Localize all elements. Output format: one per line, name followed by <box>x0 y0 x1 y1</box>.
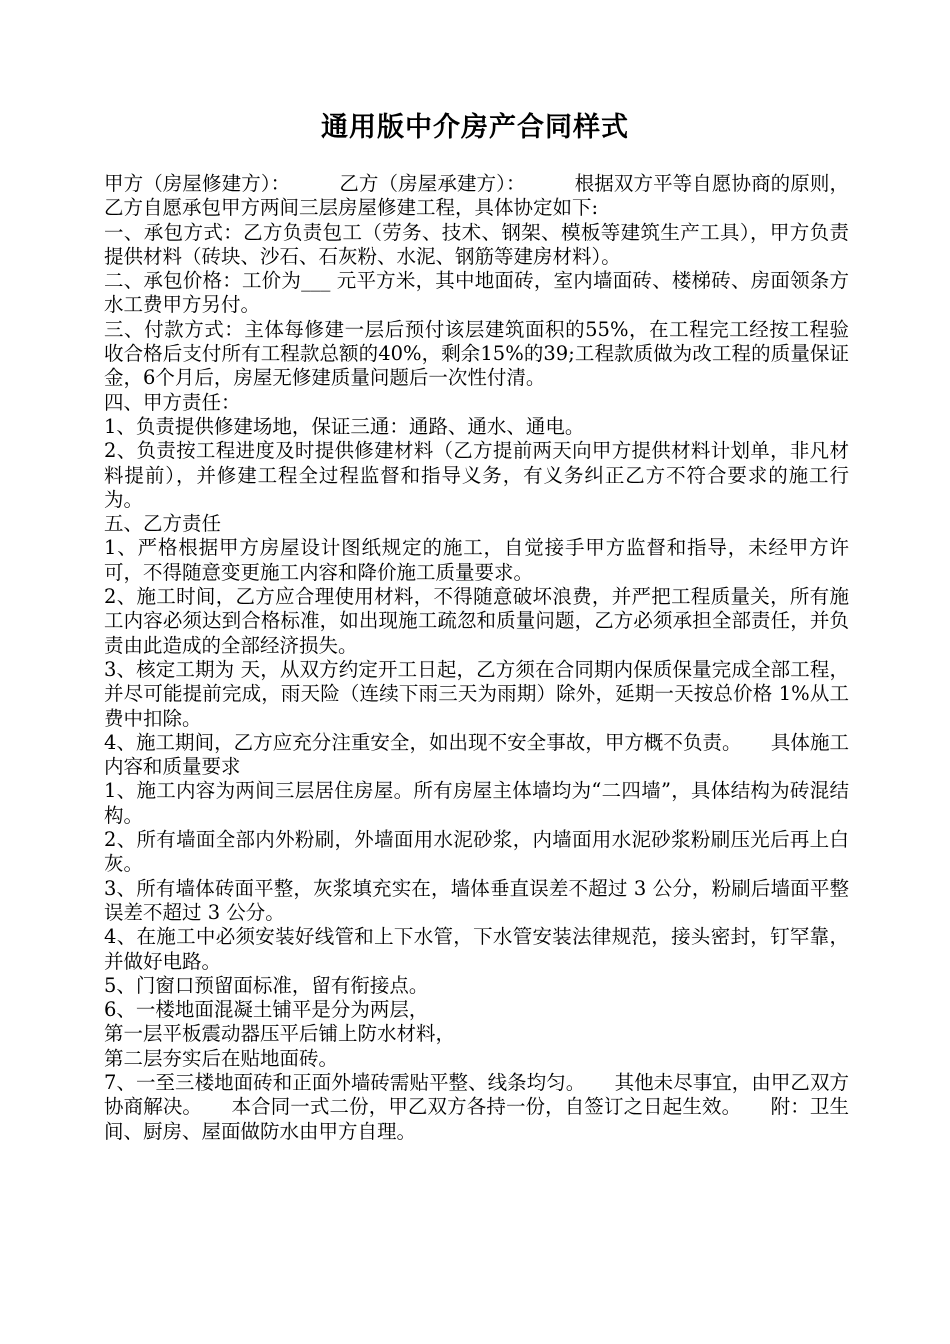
contract-paragraph: 1、严格根据甲方房屋设计图纸规定的施工，自觉接手甲方监督和指导，未经甲方许可，不得随意变更施工内容和降价施工质量要求。 <box>104 536 849 584</box>
contract-paragraph: 一、承包方式：乙方负责包工（劳务、技术、钢架、模板等建筑生产工具），甲方负责提供材料（砖块、沙石、石灰粉、水泥、钢筋等建房材料）。 <box>104 220 849 268</box>
contract-paragraph: 3、所有墙体砖面平整，灰浆填充实在，墙体垂直误差不超过 3 公分，粉刷后墙面平整误差不超过 3 公分。 <box>104 876 849 924</box>
contract-paragraph: 二、承包价格：工价为___ 元平方米，其中地面砖，室内墙面砖、楼梯砖、房面领条方水工费甲方另付。 <box>104 269 849 317</box>
contract-paragraph: 2、施工时间，乙方应合理使用材料，不得随意破坏浪费，并严把工程质量关，所有施工内容必须达到合格标准，如出现施工疏忽和质量问题，乙方必须承担全部责任，并负责由此造成的全部经济损失。 <box>104 585 849 657</box>
document-body <box>104 172 849 1144</box>
contract-paragraph: 4、施工期间，乙方应充分注重安全，如出现不安全事故，甲方概不负责。 具体施工内容和质量要求 <box>104 730 849 779</box>
contract-paragraph: 甲方（房屋修建方）： 乙方（房屋承建方）： 根据双方平等自愿协商的原则，乙方自愿承包甲方两间三层房屋修建工程，具体协定如下: <box>104 172 849 220</box>
contract-paragraph: 2、负责按工程进度及时提供修建材料（乙方提前两天向甲方提供材料计划单，非凡材料提前），并修建工程全过程监督和指导义务，有义务纠正乙方不符合要求的施工行为。 <box>104 439 849 511</box>
contract-paragraph: 6、一楼地面混凝土铺平是分为两层， <box>104 998 429 1022</box>
contract-paragraph: 五、乙方责任 <box>104 512 222 536</box>
contract-paragraph: 四、甲方责任： <box>104 390 241 414</box>
contract-paragraph: 7、一至三楼地面砖和正面外墙砖需贴平整、线条均匀。 其他未尽事宜，由甲乙双方协商解决。 本合同一式二份，甲乙双方各持一份，自签订之日起生效。 附：卫生间、厨房、屋面做防水由甲方自理。 <box>104 1070 849 1143</box>
document-title: 通用版中介房产合同样式 <box>321 112 629 143</box>
contract-paragraph: 第一层平板震动器压平后铺上防水材料， <box>104 1022 456 1046</box>
contract-paragraph: 4、在施工中必须安装好线管和上下水管，下水管安装法律规范，接头密封，钉罕靠，并做好电路。 <box>104 925 849 973</box>
contract-paragraph: 三、付款方式：主体每修建一层后预付该层建筑面积的55%，在工程完工经按工程验收合格后支付所有工程款总额的40%，剩余15%的39;工程款质做为改工程的质量保证金，6个月后，房屋无修建质量问题后一次性付清。 <box>104 317 849 390</box>
contract-paragraph: 2、所有墙面全部内外粉刷，外墙面用水泥砂浆，内墙面用水泥砂浆粉刷压光后再上白灰。 <box>104 828 849 876</box>
contract-paragraph: 第二层夯实后在贴地面砖。 <box>104 1046 339 1070</box>
contract-paragraph: 1、负责提供修建场地，保证三通：通路、通水、通电。 <box>104 414 585 438</box>
contract-paragraph: 3、核定工期为 天，从双方约定开工日起，乙方须在合同期内保质保量完成全部工程，并尽可能提前完成，雨天险（连续下雨三天为雨期）除外，延期一天按总价格 1%从工费中扣除。 <box>104 657 849 730</box>
contract-paragraph: 5、门窗口预留面标准，留有衔接点。 <box>104 973 429 997</box>
contract-paragraph: 1、施工内容为两间三层居住房屋。所有房屋主体墙均为“二四墙”，具体结构为砖混结构。 <box>104 779 849 827</box>
